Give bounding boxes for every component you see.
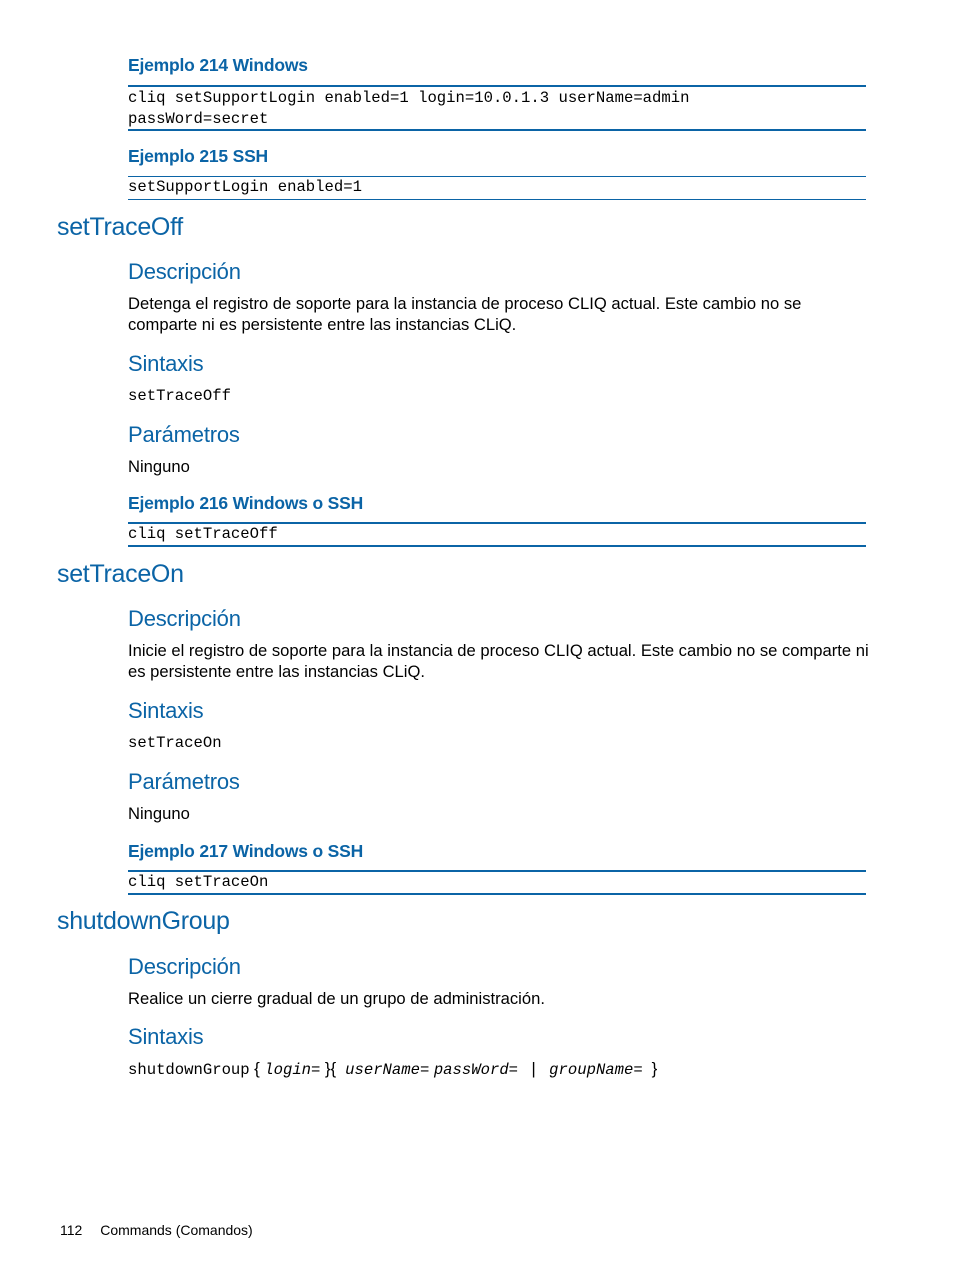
settraceoff-description-text: Detenga el registro de soporte para la instancia de proceso CLIQ actual. Este cambio no se comparte ni es persistente entre las instancias CLiQ. bbox=[128, 294, 802, 334]
syntax-command: shutdownGroup bbox=[128, 1061, 250, 1079]
syntax-username-param: userName= bbox=[345, 1061, 430, 1079]
settraceon-heading: setTraceOn bbox=[57, 560, 184, 588]
syntax-brace-open: { bbox=[330, 1059, 337, 1078]
shutdowngroup-syntax bbox=[128, 1059, 657, 1081]
settraceon-description-text: Inicie el registro de soporte para la instancia de proceso CLIQ actual. Este cambio no se comparte ni es persistente entre las instancias CLiQ. bbox=[128, 641, 869, 681]
example-217-code-box bbox=[128, 870, 866, 895]
settraceon-syntax-heading: Sintaxis bbox=[128, 698, 204, 723]
example-216-code-box bbox=[128, 522, 866, 547]
settraceoff-parameters-text: Ninguno bbox=[128, 457, 190, 476]
shutdowngroup-heading: shutdownGroup bbox=[57, 907, 230, 935]
example-215-code-box bbox=[128, 176, 866, 200]
settraceoff-syntax-heading: Sintaxis bbox=[128, 351, 204, 376]
settraceoff-heading: setTraceOff bbox=[57, 213, 183, 241]
syntax-password-param: passWord= bbox=[433, 1061, 519, 1079]
settraceon-parameters-text: Ninguno bbox=[128, 804, 190, 823]
example-217-code: cliq setTraceOn bbox=[128, 873, 269, 891]
example-214-code-box bbox=[128, 85, 866, 131]
settraceon-parameters-heading: Parámetros bbox=[128, 769, 240, 794]
page-number: 112 bbox=[60, 1222, 83, 1238]
example-215-title: Ejemplo 215 SSH bbox=[128, 146, 268, 166]
syntax-groupname-param: groupName= bbox=[549, 1061, 643, 1079]
example-214-code-line-1: cliq setSupportLogin enabled=1 login=10.0.1.3 userName=admin bbox=[128, 89, 690, 107]
page-footer bbox=[60, 1222, 253, 1238]
shutdowngroup-syntax-heading: Sintaxis bbox=[128, 1024, 204, 1049]
syntax-brace-open: { bbox=[254, 1059, 260, 1078]
settraceon-syntax: setTraceOn bbox=[128, 734, 222, 752]
footer-section-title: Commands (Comandos) bbox=[100, 1222, 253, 1238]
example-216-code: cliq setTraceOff bbox=[128, 525, 278, 543]
settraceon-description-heading: Descripción bbox=[128, 606, 241, 631]
example-215-code: setSupportLogin enabled=1 bbox=[128, 178, 362, 196]
settraceoff-parameters-heading: Parámetros bbox=[128, 422, 240, 447]
example-217-title: Ejemplo 217 Windows o SSH bbox=[128, 841, 364, 861]
shutdowngroup-description-text: Realice un cierre gradual de un grupo de administración. bbox=[128, 989, 545, 1008]
shutdowngroup-description-heading: Descripción bbox=[128, 954, 241, 979]
syntax-brace-close: } bbox=[324, 1059, 331, 1078]
example-214-code-line-2: passWord=secret bbox=[128, 110, 269, 128]
syntax-pipe: | bbox=[531, 1059, 536, 1078]
settraceoff-syntax: setTraceOff bbox=[128, 387, 231, 405]
example-214-title: Ejemplo 214 Windows bbox=[128, 55, 308, 75]
syntax-brace-close: } bbox=[651, 1059, 658, 1078]
example-216-title: Ejemplo 216 Windows o SSH bbox=[128, 493, 364, 513]
syntax-login-param: login= bbox=[264, 1061, 321, 1079]
settraceoff-description-heading: Descripción bbox=[128, 259, 241, 284]
